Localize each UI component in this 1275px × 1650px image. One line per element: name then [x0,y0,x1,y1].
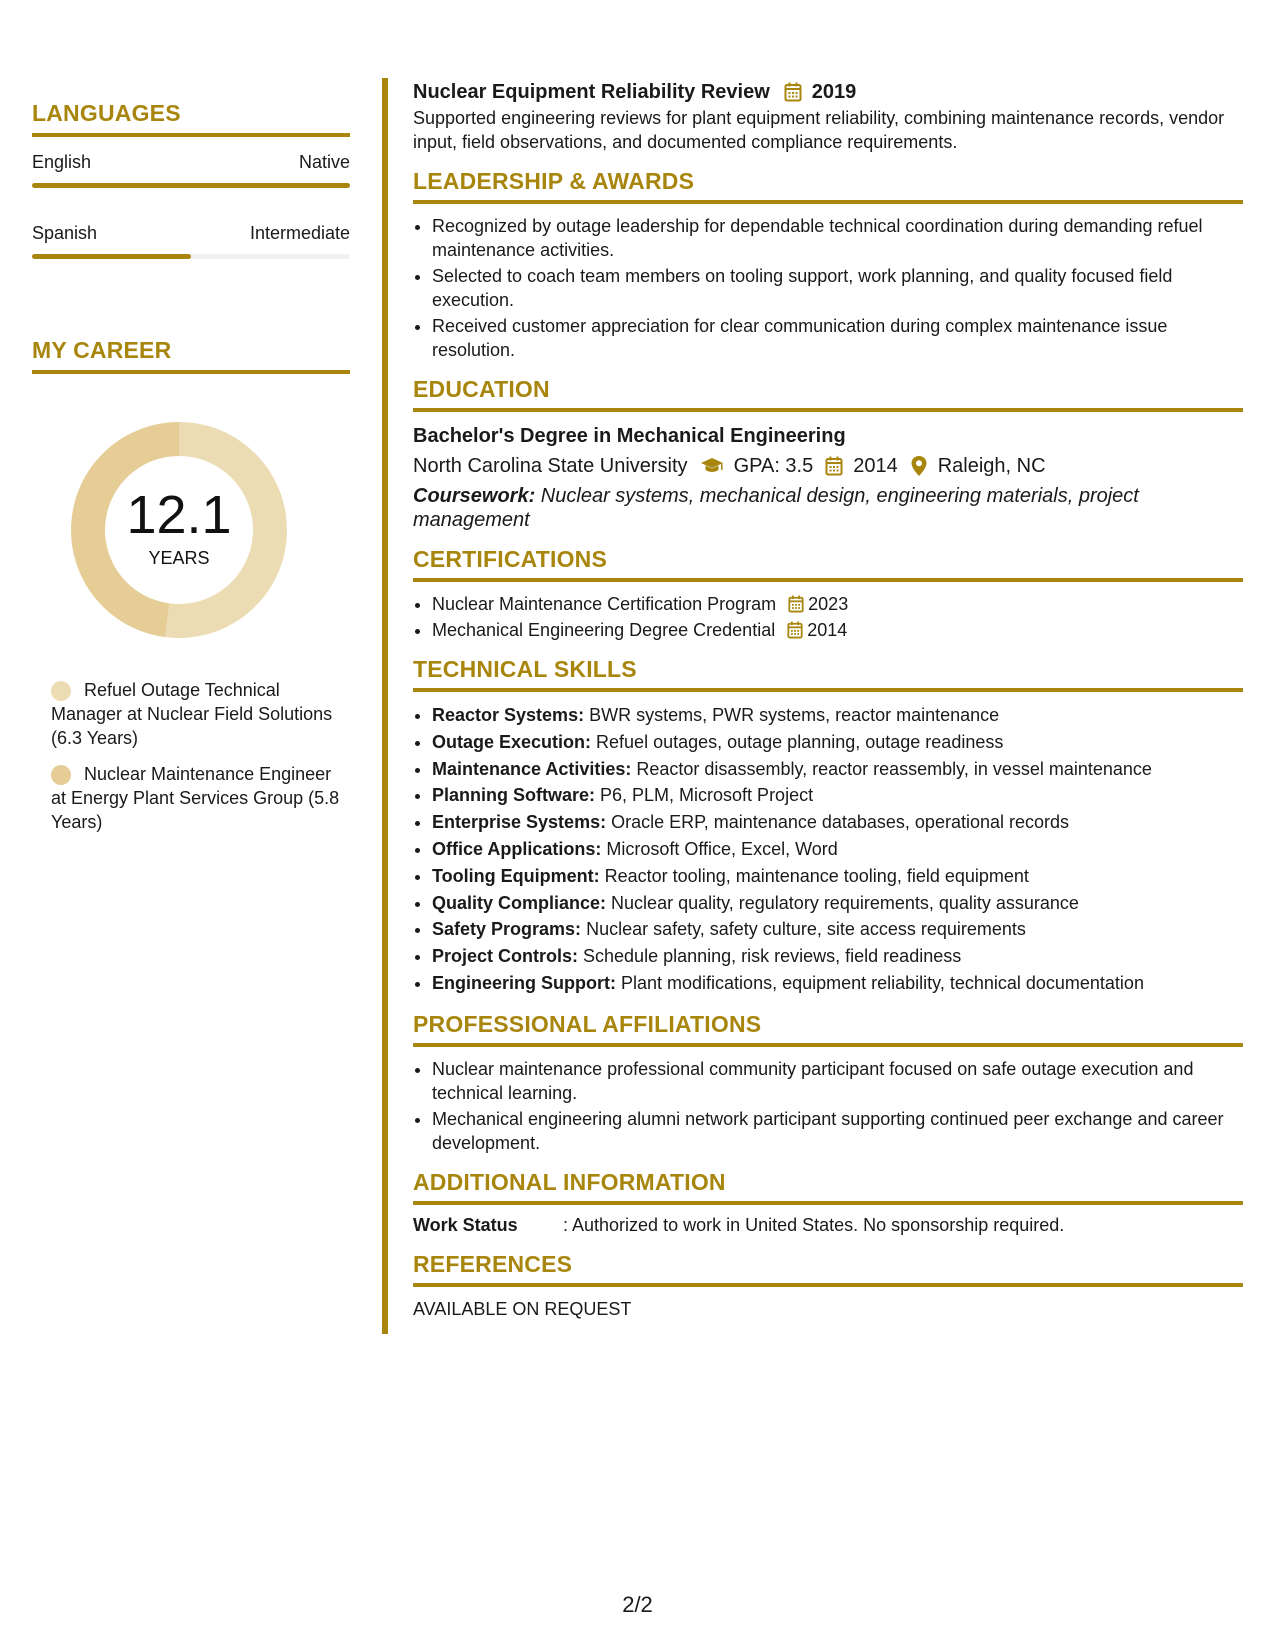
language-name: Spanish [32,223,98,243]
page-number: 2/2 [622,1592,653,1617]
coursework-text: Nuclear systems, mechanical design, engineering materials, project management [413,485,1139,531]
skill-item [432,756,1243,783]
skill-item [432,782,1243,809]
skill-label: Quality Compliance: [432,892,607,913]
language-bar-fill [32,254,191,259]
list-item [432,618,1243,642]
work-status-label: Work Status [413,1214,518,1235]
career-total-years: 12.1 [126,485,232,545]
skill-item [432,970,1243,997]
legend-item [51,678,350,750]
skill-label: Tooling Equipment: [432,865,600,886]
skill-value: Reactor tooling, maintenance tooling, field equipment [599,865,1029,886]
main-content [413,78,1243,1320]
skill-label: Office Applications: [432,838,602,859]
cert-year: 2014 [807,620,848,640]
skill-label: Outage Execution: [432,731,592,752]
skill-value: Schedule planning, risk reviews, field readiness [578,946,962,967]
school-name: North Carolina State University [413,455,688,477]
sidebar [32,100,350,846]
project-description: Supported engineering reviews for plant equipment reliability, combining maintenance records, vendor input, field observations, and documented compliance requirements. [413,108,1225,152]
project-year: 2019 [811,81,857,103]
calendar-icon [788,595,804,613]
skill-value: Nuclear quality, regulatory requirements, quality assurance [606,892,1079,913]
list-item [432,592,1243,616]
skill-item [432,863,1243,890]
legend-dot-icon [51,681,71,701]
education-heading: EDUCATION [413,376,1243,412]
career-legend [32,678,350,834]
skill-label: Reactor Systems: [432,705,585,725]
coursework-label: Coursework: [413,485,536,507]
calendar-icon [784,82,802,102]
language-item [32,222,350,259]
career-years-label: YEARS [148,548,210,568]
affiliations-heading: PROFESSIONAL AFFILIATIONS [413,1011,1243,1047]
graduation-cap-icon [700,457,724,475]
skills-heading: TECHNICAL SKILLS [413,656,1243,692]
additional-heading: ADDITIONAL INFORMATION [413,1169,1243,1205]
skill-item [432,943,1243,970]
skill-label: Enterprise Systems: [432,812,607,833]
leadership-heading: LEADERSHIP & AWARDS [413,168,1243,204]
legend-label: Refuel Outage Technical Manager at Nuclear Field Solutions (6.3 Years) [51,680,333,748]
location-pin-icon [910,455,928,477]
cert-name: • Mechanical Engineering Degree Credential [432,620,776,640]
language-level: Native [298,152,350,172]
certifications-section [413,546,1243,642]
skill-value: Nuclear safety, safety culture, site access requirements [581,919,1026,940]
language-list [32,151,350,259]
legend-label: Nuclear Maintenance Engineer at Energy Plant Services Group (5.8 Years) [51,764,340,832]
skill-item [432,836,1243,863]
skill-value: Refuel outages, outage planning, outage readiness [591,731,1004,752]
degree-title: Bachelor's Degree in Mechanical Engineering [413,425,846,447]
calendar-icon [787,621,803,639]
skill-item [432,702,1243,729]
coursework [413,484,1243,532]
skill-value: P6, PLM, Microsoft Project [595,785,814,806]
cert-name: • Nuclear Maintenance Certification Program [432,594,777,614]
leadership-list [413,214,1243,362]
language-bar [32,254,350,259]
cert-year: 2023 [808,594,849,614]
references-heading: REFERENCES [413,1251,1243,1287]
skills-list [413,702,1243,997]
skill-item [432,916,1243,943]
language-level: Intermediate [249,223,350,243]
skill-value: Oracle ERP, maintenance databases, operational records [606,812,1070,833]
calendar-icon [825,456,843,476]
vertical-divider [382,78,388,1334]
skill-label: Planning Software: [432,785,596,806]
skill-item [432,890,1243,917]
language-bar-fill [32,183,350,188]
skill-value: BWR systems, PWR systems, reactor maintenance [584,705,1000,725]
skill-label: Safety Programs: [432,919,582,940]
affiliations-list [413,1057,1243,1155]
work-status-value: : Authorized to work in United States. No sponsorship required. [563,1214,1065,1235]
education-section [413,376,1243,532]
skill-label: Project Controls: [432,946,579,967]
additional-section [413,1169,1243,1237]
legend-item [51,762,350,834]
gpa: GPA: 3.5 [733,455,814,477]
skill-label: Engineering Support: [432,972,616,993]
school-location: Raleigh, NC [937,455,1046,477]
list-item: • Recognized by outage leadership for dependable technical coordination during demanding refuel maintenance activities. [432,214,1243,262]
career-section [32,337,350,834]
education-details [413,450,1243,482]
career-donut-chart [67,418,291,642]
skill-value: Plant modifications, equipment reliability, technical documentation [616,972,1144,993]
list-item: • Nuclear maintenance professional community participant focused on safe outage execution and technical learning. [432,1057,1243,1105]
project-title: Nuclear Equipment Reliability Review [413,81,770,103]
skill-item [432,809,1243,836]
career-heading: MY CAREER [32,337,350,374]
skill-label: Maintenance Activities: [432,758,632,779]
certifications-heading: CERTIFICATIONS [413,546,1243,582]
list-item: • Received customer appreciation for clear communication during complex maintenance issue resolution. [432,314,1243,362]
language-bar [32,183,350,188]
languages-heading: LANGUAGES [32,100,350,137]
references-text: AVAILABLE ON REQUEST [413,1298,632,1319]
graduation-year: 2014 [853,455,898,477]
skills-section [413,656,1243,997]
references-section [413,1251,1243,1320]
skill-value: Microsoft Office, Excel, Word [601,838,838,859]
skill-value: Reactor disassembly, reactor reassembly, in vessel maintenance [631,758,1152,779]
language-item [32,151,350,188]
list-item: • Mechanical engineering alumni network participant supporting continued peer exchange and career development. [432,1107,1243,1155]
list-item: • Selected to coach team members on tooling support, work planning, and quality focused field execution. [432,264,1243,312]
skill-item [432,729,1243,756]
affiliations-section [413,1011,1243,1155]
language-name: English [32,152,92,172]
certifications-list [413,592,1243,642]
leadership-section [413,168,1243,362]
legend-dot-icon [51,765,71,785]
project-title-row [413,78,1243,106]
work-status-row [413,1213,1243,1237]
